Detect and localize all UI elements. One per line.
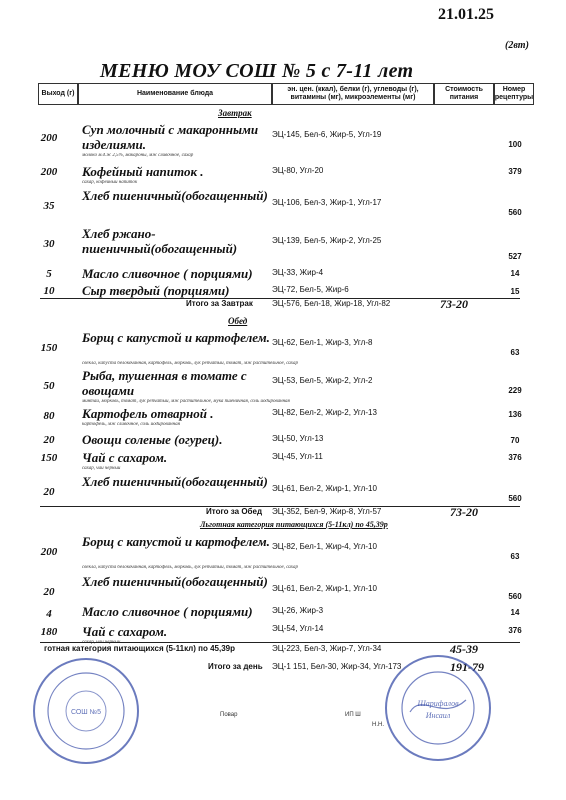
svg-text:Шарифалов: Шарифалов xyxy=(417,699,459,708)
col-name: Наименование блюда xyxy=(78,83,272,105)
total-benefit-price: 45-39 xyxy=(450,642,478,656)
section-breakfast: Завтрак xyxy=(218,108,252,118)
total-breakfast-nutrition: ЭЦ-576, Бел-18, Жир-18, Угл-82 xyxy=(272,299,391,308)
section-lunch: Обед xyxy=(228,316,248,326)
total-lunch-price: 73-20 xyxy=(450,505,478,519)
col-price: Стоимость питания xyxy=(434,83,494,105)
section-benefit: Льготная категория питающихся (5-11кл) по 45,39р xyxy=(200,520,388,529)
col-output: Выход (г) xyxy=(38,83,78,105)
total-breakfast-label: Итого за Завтрак xyxy=(186,299,253,308)
page-title: МЕНЮ МОУ СОШ № 5 с 7-11 лет xyxy=(100,60,414,82)
day-total-nutrition: ЭЦ-1 151, Бел-30, Жир-34, Угл-173 xyxy=(272,662,402,671)
total-lunch-nutrition: ЭЦ-352, Бел-9, Жир-8, Угл-57 xyxy=(272,507,382,516)
menu-date: 21.01.25 xyxy=(438,6,494,23)
ip-signature-label: ИП Ш xyxy=(345,712,361,718)
week-label: (2вт) xyxy=(505,40,529,51)
ip-signature-initials: Н.Н. xyxy=(372,722,384,728)
total-benefit-nutrition: ЭЦ-223, Бел-3, Жир-7, Угл-34 xyxy=(272,644,382,653)
stamp-right-icon xyxy=(382,652,494,764)
total-benefit-label: готная категория питающихся (5-11кл) по 45,39р xyxy=(44,644,235,653)
cook-signature-label: Повар xyxy=(220,712,238,718)
total-lunch-label: Итого за Обед xyxy=(206,507,263,516)
stamp-left-icon xyxy=(30,655,142,767)
day-total-label: Итого за день xyxy=(208,662,263,671)
col-recipe: Номер рецептуры xyxy=(494,83,534,105)
divider xyxy=(40,642,520,643)
day-total-price: 191-79 xyxy=(450,660,484,674)
col-nutrition: эн. цен. (ккал), белки (г), углеводы (г), витамины (мг), микроэлементы (мг) xyxy=(272,83,434,105)
svg-text:СОШ №5: СОШ №5 xyxy=(70,709,102,716)
svg-text:Инсаил: Инсаил xyxy=(425,711,451,720)
total-breakfast-price: 73-20 xyxy=(440,297,468,311)
